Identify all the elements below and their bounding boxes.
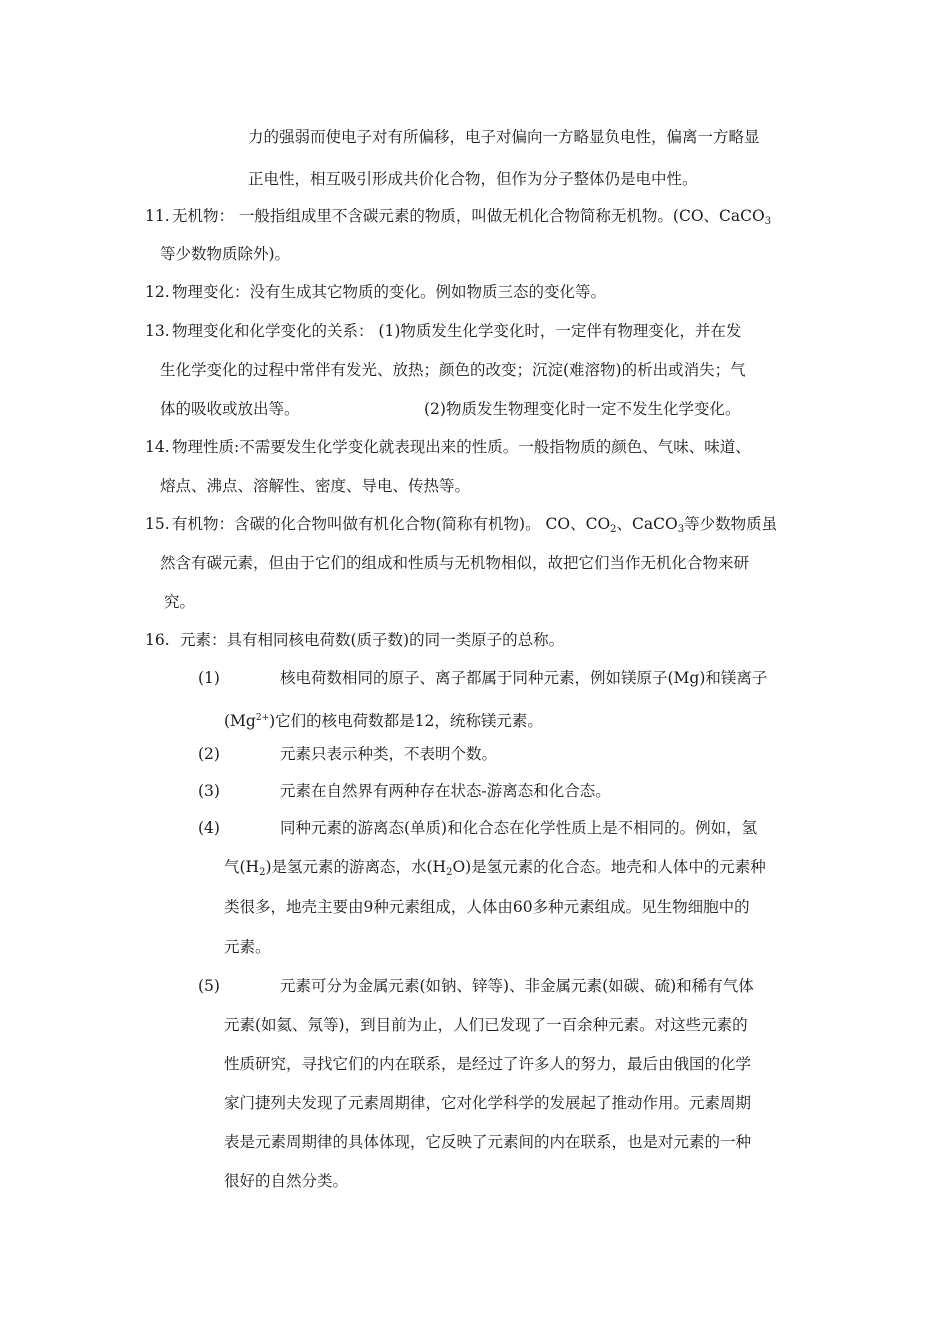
item14-line2: 熔点、沸点、溶解性、密度、导电、传热等。 [160,477,471,495]
item13-number: 13. [145,322,170,340]
item16-sub5-line1: 元素可分为金属元素(如钠、锌等)、非金属元素(如碳、硫)和稀有气体 [280,977,754,995]
item14-line1: 物理性质:不需要发生化学变化就表现出来的性质。一般指物质的颜色、气味、味道、 [172,438,751,456]
item11-line2: 等少数物质除外)。 [160,245,291,263]
item15-line1: 有机物：含碳的化合物叫做有机化合物(简称有机物)。 CO、$CO_2$、CaCO$_3$等少数物质虽 [172,515,778,535]
item13-line3a: 体的吸收或放出等。 [160,400,300,418]
item10-continuation-line1: 力的强弱而使电子对有所偏移，电子对偏向一方略显负电性，偏离一方略显 [248,128,760,146]
item16-sub5-line2: 元素(如氦、氖等)，到目前为止，人们已发现了一百余种元素。对这些元素的 [224,1016,748,1034]
item16-sub5-line6: 很好的自然分类。 [224,1172,349,1190]
item16-sub5-line5: 表是元素周期律的具体体现，它反映了元素间的内在联系，也是对元素的一种 [224,1133,752,1151]
item13-line3b: (2)物质发生物理变化时一定不发生化学变化。 [424,400,741,418]
item11-number: 11. [145,207,170,225]
item16-title: 元素：具有相同核电荷数(质子数)的同一类原子的总称。 [180,631,565,649]
item16-sub3-line1: 元素在自然界有两种存在状态-游离态和化合态。 [280,782,611,800]
item10-continuation-line2: 正电性，相互吸引形成共价化合物，但作为分子整体仍是电中性。 [248,170,698,188]
item16-sub4-line2: 气$(H_2)$是氢元素的游离态，水$(H_2O)$是氢元素的化合态。地壳和人体中的元素种 [224,858,766,878]
item16-sub1-line2: $(Mg^{2+})$它们的核电荷数都是12，统称镁元素。 [224,712,543,730]
item15-line3: 究。 [164,593,196,611]
item13-line2: 生化学变化的过程中常伴有发光、放热；颜色的改变；沉淀(难溶物)的析出或消失；气 [160,361,746,379]
item15-line2: 然含有碳元素，但由于它们的组成和性质与无机物相似，故把它们当作无机化合物来研 [160,554,750,572]
item16-sub2-number: (2) [198,745,220,763]
item16-number: 16. [145,631,170,649]
item11-line1: 无机物： 一般指组成里不含碳元素的物质，叫做无机化合物简称无机物。(CO、CaCO$_3$ [172,207,772,227]
item16-sub4-number: (4) [198,819,220,837]
item16-sub5-line4: 家门捷列夫发现了元素周期律，它对化学科学的发展起了推动作用。元素周期 [224,1094,752,1112]
item16-sub4-line4: 元素。 [224,938,271,956]
item12-line1: 物理变化：没有生成其它物质的变化。例如物质三态的变化等。 [172,283,607,301]
item16-sub4-line3: 类很多，地壳主要由9种元素组成，人体由60多种元素组成。见生物细胞中的 [224,898,750,916]
item16-sub4-line1: 同种元素的游离态(单质)和化合态在化学性质上是不相同的。例如，氢 [280,819,758,837]
item16-sub5-number: (5) [198,977,220,995]
item16-sub5-line3: 性质研究，寻找它们的内在联系，是经过了许多人的努力，最后由俄国的化学 [224,1055,752,1073]
item12-number: 12. [145,283,170,301]
item16-sub1-line1: 核电荷数相同的原子、离子都属于同种元素，例如镁原子(Mg)和镁离子 [280,669,768,687]
item15-number: 15. [145,515,170,533]
item16-sub2-line1: 元素只表示种类，不表明个数。 [280,745,498,763]
item16-sub1-number: (1) [198,669,220,687]
item16-sub3-number: (3) [198,782,220,800]
item14-number: 14. [145,438,170,456]
item13-line1: 物理变化和化学变化的关系： (1)物质发生化学变化时，一定伴有物理变化，并在发 [172,322,742,340]
